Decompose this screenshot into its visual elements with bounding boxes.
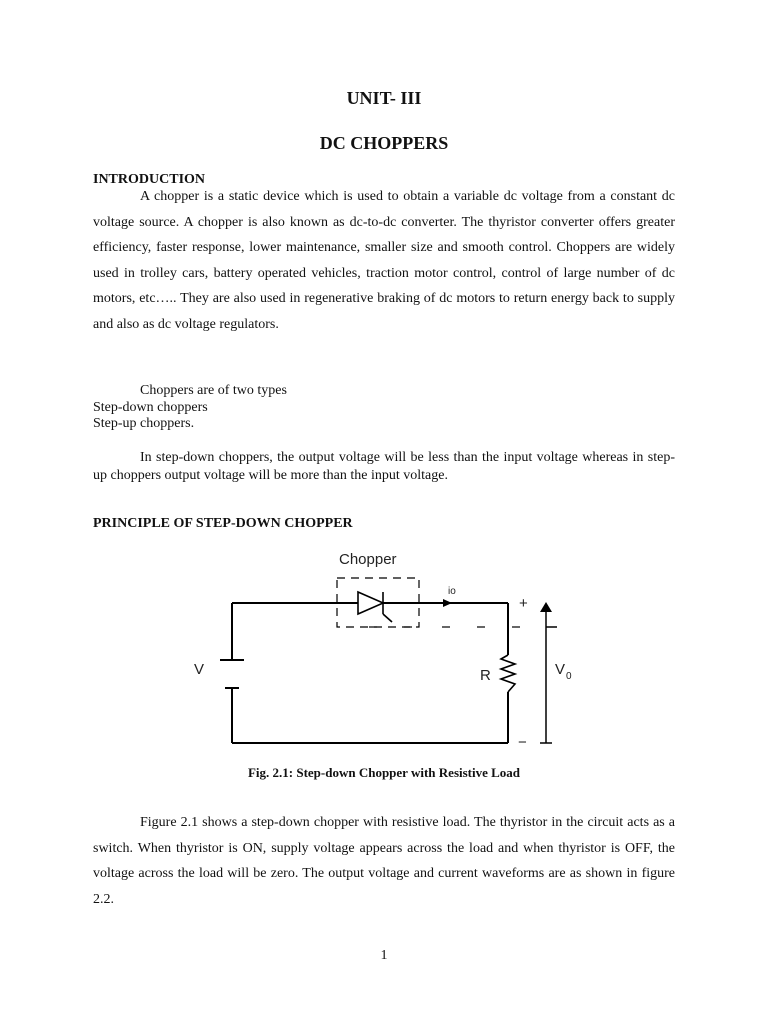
- battery-source-icon: [220, 660, 244, 688]
- type-item-step-up: Step-up choppers.: [93, 416, 195, 431]
- plus-sign: +: [519, 595, 528, 612]
- minus-sign: −: [518, 734, 527, 751]
- current-arrow-icon: [443, 599, 452, 607]
- introduction-heading: INTRODUCTION: [93, 172, 206, 187]
- types-paragraph: In step-down choppers, the output voltage will be less than the input voltage whereas in step-up choppers output voltage will be more than the input voltage.: [93, 450, 675, 483]
- thyristor-icon: [358, 592, 392, 622]
- page-number: 1: [380, 948, 388, 963]
- unit-title: UNIT- III: [346, 88, 422, 108]
- principle-heading: PRINCIPLE OF STEP-DOWN CHOPPER: [93, 516, 353, 531]
- chopper-label: Chopper: [339, 551, 397, 568]
- resistor-label: R: [480, 667, 491, 684]
- output-voltage-label: V: [555, 661, 566, 678]
- source-label: V: [194, 661, 205, 678]
- figure-paragraph: Figure 2.1 shows a step-down chopper with resistive load. The thyristor in the circuit acts as a switch. When thyristor is ON, supply voltage appears across the load and when thyristor is OFF, the voltage across the load will be zero. The output voltage and current waveforms are as shown in figure 2.2.: [93, 815, 675, 907]
- types-intro: Choppers are of two types: [140, 383, 287, 398]
- resistor-icon: [501, 655, 515, 692]
- type-item-step-down: Step-down choppers: [93, 400, 208, 415]
- current-label: io: [448, 586, 456, 597]
- introduction-paragraph: A chopper is a static device which is used to obtain a variable dc voltage from a constant dc voltage source. A chopper is also known as dc-to-dc converter. The thyristor converter offers greater efficiency, faster response, lower maintenance, smaller size and smooth control. Choppers are widely used in trolley cars, battery operated vehicles, traction motor control, control of large number of dc motors, etc….. They are also used in regenerative braking of dc motors to return energy back to supply and also as dc voltage regulators.: [93, 189, 675, 332]
- figure-caption: Fig. 2.1: Step-down Chopper with Resistive Load: [247, 765, 521, 780]
- chapter-title: DC CHOPPERS: [319, 133, 449, 153]
- output-voltage-subscript: 0: [566, 671, 572, 682]
